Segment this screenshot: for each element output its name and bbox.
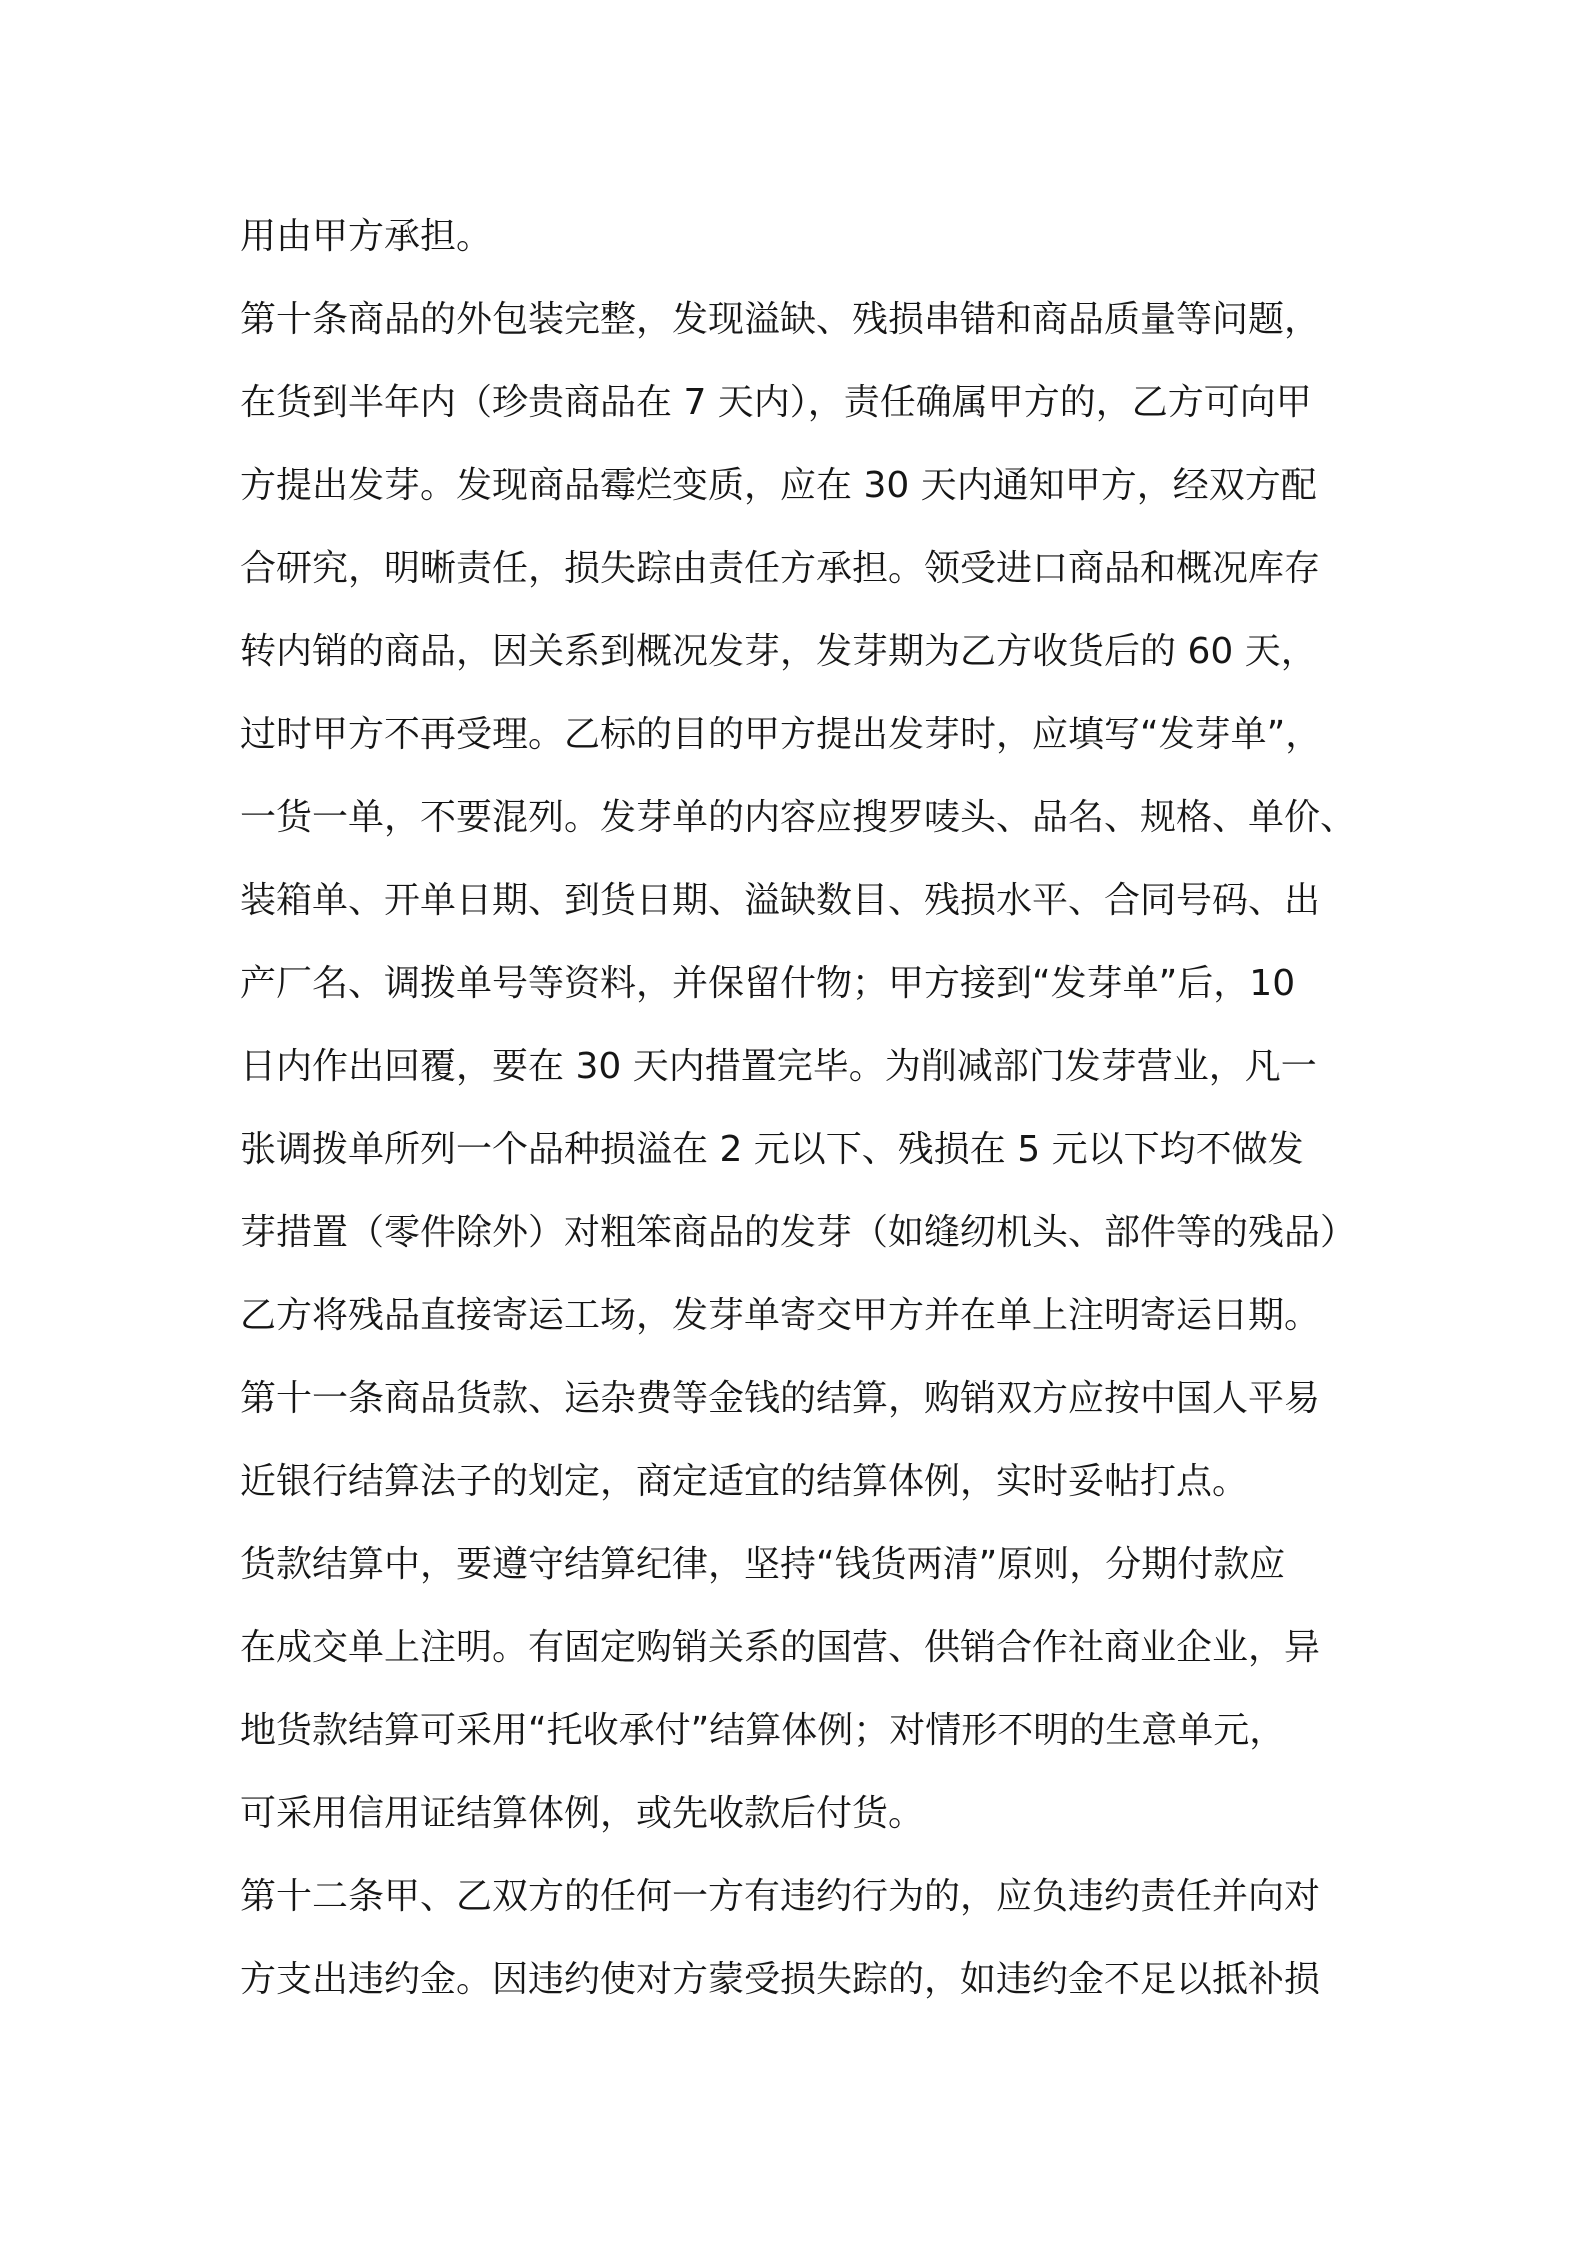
text-line: 方提出发芽。发现商品霉烂变质，应在 30 天内通知甲方，经双方配: [240, 465, 1317, 506]
text-line: 近银行结算法子的划定，商定适宜的结算体例，实时妥帖打点。: [240, 1461, 1249, 1502]
text-line: 在货到半年内（珍贵商品在 7 天内），责任确属甲方的，乙方可向甲: [240, 382, 1312, 423]
text-line: 产厂名、调拨单号等资料，并保留什物；甲方接到“发芽单”后，10: [240, 963, 1296, 1004]
text-line: 芽措置（零件除外）对粗笨商品的发芽（如缝纫机头、部件等的残品）: [240, 1212, 1357, 1253]
text-line: 装箱单、开单日期、到货日期、溢缺数目、残损水平、合同号码、出: [240, 880, 1321, 921]
text-line: 用由甲方承担。: [240, 216, 493, 257]
text-line: 一货一单，不要混列。发芽单的内容应搜罗唛头、品名、规格、单价、: [240, 797, 1357, 838]
text-line: 转内销的商品，因关系到概况发芽，发芽期为乙方收货后的 60 天，: [240, 631, 1317, 672]
text-line: 张调拨单所列一个品种损溢在 2 元以下、残损在 5 元以下均不做发: [240, 1129, 1304, 1170]
text-line: 第十二条甲、乙双方的任何一方有违约行为的，应负违约责任并向对: [240, 1876, 1321, 1917]
text-line: 第十一条商品货款、运杂费等金钱的结算，购销双方应按中国人平易: [240, 1378, 1321, 1419]
text-line: 乙方将残品直接寄运工场，发芽单寄交甲方并在单上注明寄运日期。: [240, 1295, 1321, 1336]
text-line: 合研究，明晰责任，损失踪由责任方承担。领受进口商品和概况库存: [240, 548, 1321, 589]
document-body: [240, 195, 1370, 2021]
text-line: 可采用信用证结算体例，或先收款后付货。: [240, 1793, 925, 1834]
text-line: 地货款结算可采用“托收承付”结算体例；对情形不明的生意单元，: [240, 1710, 1286, 1751]
text-line: 在成交单上注明。有固定购销关系的国营、供销合作社商业企业，异: [240, 1627, 1321, 1668]
text-line: 第十条商品的外包装完整，发现溢缺、残损串错和商品质量等问题，: [240, 299, 1321, 340]
text-line: 方支出违约金。因违约使对方蒙受损失踪的，如违约金不足以抵补损: [240, 1959, 1321, 2000]
text-line: 过时甲方不再受理。乙标的目的甲方提出发芽时，应填写“发芽单”，: [240, 714, 1322, 755]
text-line: 货款结算中，要遵守结算纪律，坚持“钱货两清”原则，分期付款应: [240, 1544, 1286, 1585]
text-line: 日内作出回覆，要在 30 天内措置完毕。为削减部门发芽营业，凡一: [240, 1046, 1317, 1087]
